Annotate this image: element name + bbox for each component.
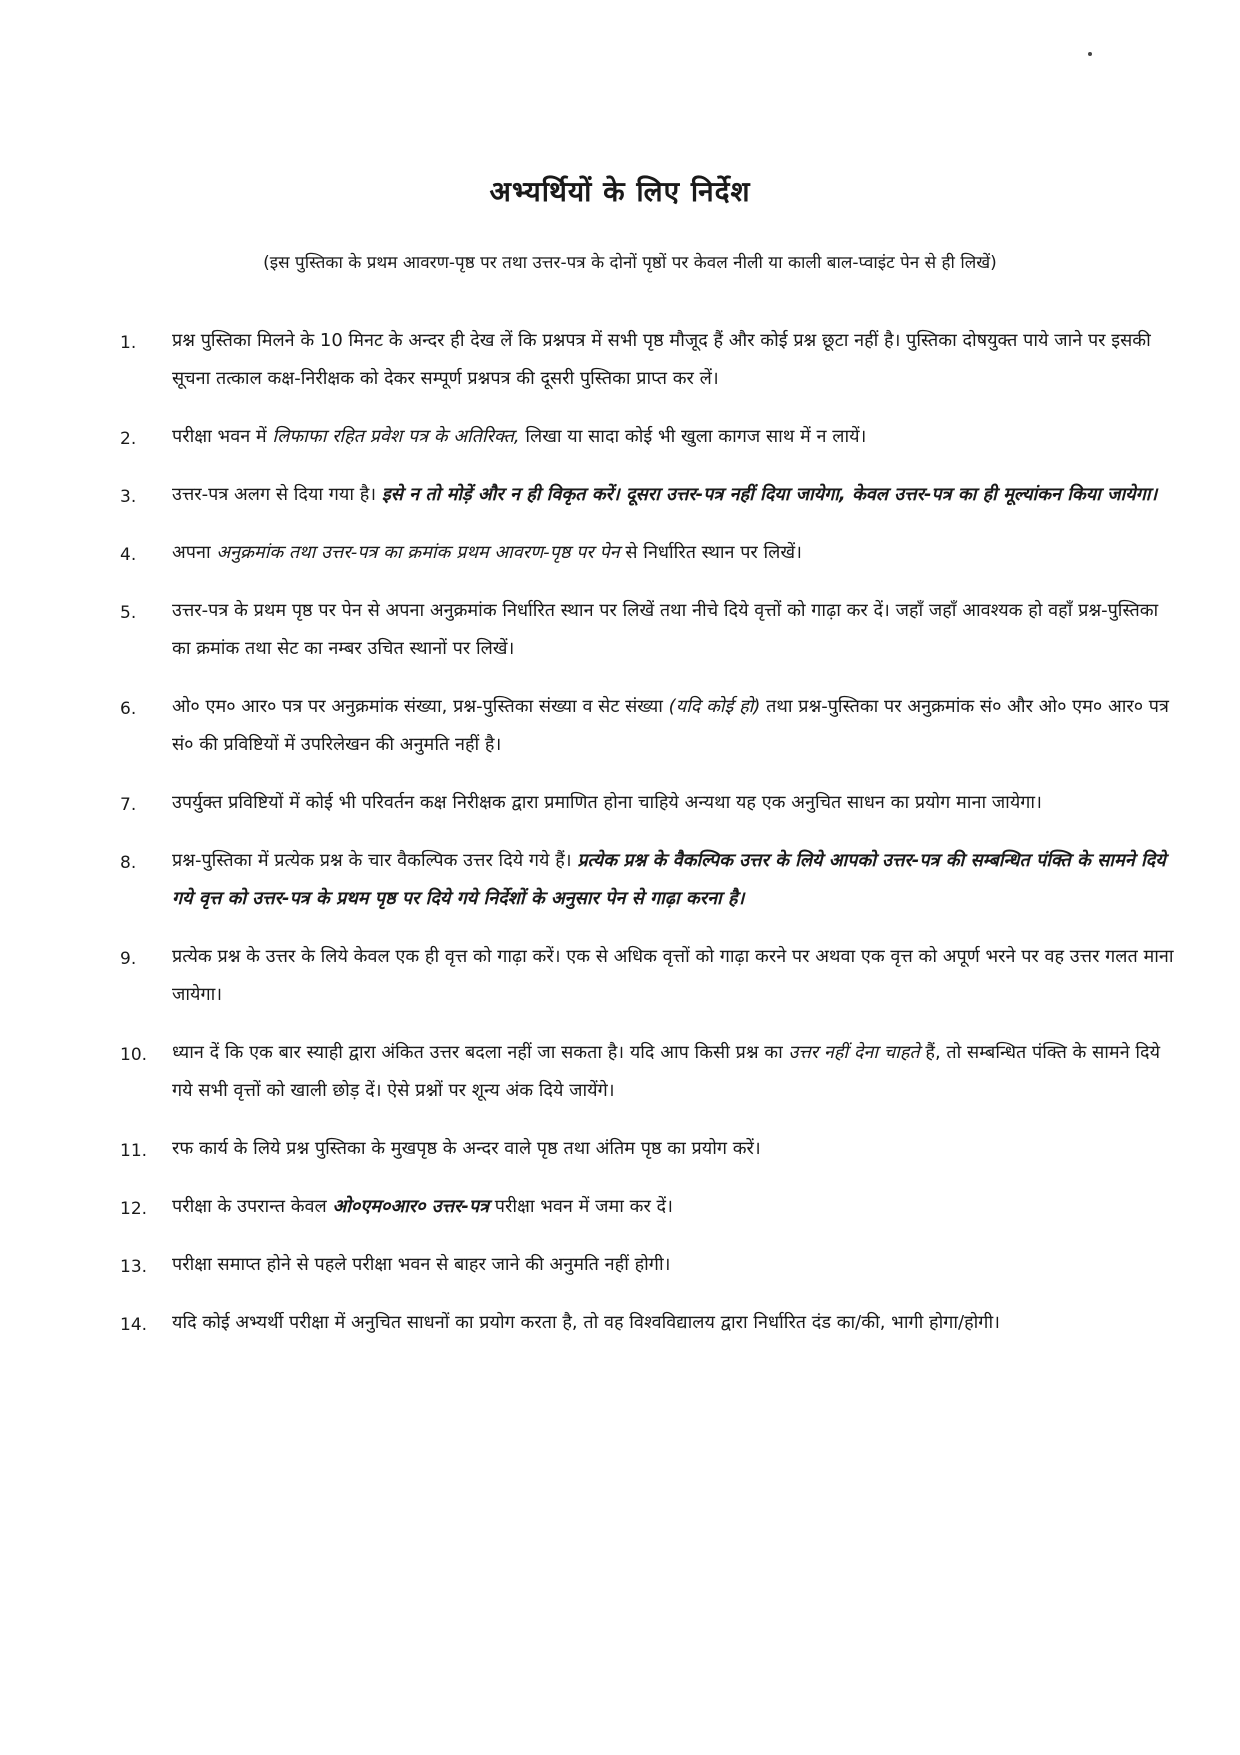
instruction-item [120,1246,1180,1284]
instruction-text [172,938,1180,1014]
instruction-text-part: अनुक्रमांक तथा उत्तर-पत्र का क्रमांक प्रथम आवरण-पृष्ठ पर पेन [216,542,620,563]
page-subtitle: (इस पुस्तिका के प्रथम आवरण-पृष्ठ पर तथा उत्तर-पत्र के दोनों पृष्ठों पर केवल नीली या काली बाल-प्वाइंट पेन से ही लिखें) [263,253,997,273]
instruction-list [120,322,1180,1362]
instruction-text-part: से निर्धारित स्थान पर लिखें। [619,542,802,563]
instruction-text-part: उत्तर-पत्र अलग से दिया गया है। [172,484,382,505]
instruction-text [172,784,1180,822]
instruction-text-part: लिफाफा रहित प्रवेश पत्र के अतिरिक्त, [272,426,520,447]
instruction-text [172,688,1180,764]
instruction-text-part: परीक्षा समाप्त होने से पहले परीक्षा भवन से बाहर जाने की अनुमति नहीं होगी। [172,1254,671,1275]
instruction-number: 7. [120,795,137,815]
instruction-text-part: उत्तर नहीं देना चाहते [788,1042,920,1063]
instruction-text-part: परीक्षा के उपरान्त केवल [172,1196,333,1217]
instruction-item [120,1304,1180,1342]
instruction-text-part: इसे न तो मोड़ें और न ही विकृत करें। दूसरा उत्तर-पत्र नहीं दिया जायेगा, केवल उत्तर-पत्र का ही मूल्यांकन किया जायेगा। [381,484,1158,505]
instruction-number: 4. [120,545,137,565]
instruction-text [172,1130,1180,1168]
page-title: अभ्यर्थियों के लिए निर्देश [489,175,751,208]
instruction-number: 5. [120,603,137,623]
instruction-text-part: प्रश्न-पुस्तिका में प्रत्येक प्रश्न के चार वैकल्पिक उत्तर दिये गये हैं। [172,850,578,871]
instruction-text [172,418,1180,456]
instruction-item [120,476,1180,514]
instruction-item [120,688,1180,764]
instruction-text [172,1034,1180,1110]
instruction-text-part: तथा प्रश्न-पुस्तिका पर अनुक्रमांक सं० और ओ० एम० आर० पत्र सं० की प्रविष्टियों में उपरिलेखन की अनुमति नहीं है। [172,696,1169,755]
instruction-number: 2. [120,429,137,449]
instruction-text [172,1188,1180,1226]
instruction-item [120,784,1180,822]
instruction-text [172,476,1180,514]
instruction-text-part: यदि कोई अभ्यर्थी परीक्षा में अनुचित साधनों का प्रयोग करता है, तो वह विश्वविद्यालय द्वारा निर्धारित दंड का/की, भागी होगा/होगी। [172,1312,1000,1333]
instruction-text-part: (यदि कोई हो) [668,696,761,717]
instruction-text-part: रफ कार्य के लिये प्रश्न पुस्तिका के मुखपृष्ठ के अन्दर वाले पृष्ठ तथा अंतिम पृष्ठ का प्रयोग करें। [172,1138,761,1159]
instruction-text-part: उपर्युक्त प्रविष्टियों में कोई भी परिवर्तन कक्ष निरीक्षक द्वारा प्रमाणित होना चाहिये अन्यथा यह एक अनुचित साधन का प्रयोग माना जायेगा। [172,792,1042,813]
instruction-number: 12. [120,1199,148,1219]
instruction-text-part: ध्यान दें कि एक बार स्याही द्वारा अंकित उत्तर बदला नहीं जा सकता है। यदि आप किसी प्रश्न का [172,1042,789,1063]
scan-speck [1088,52,1092,56]
instruction-number: 1. [120,333,137,353]
instruction-item [120,418,1180,456]
instruction-item [120,322,1180,398]
instruction-number: 6. [120,699,137,719]
instruction-item [120,842,1180,918]
instruction-text [172,534,1180,572]
instruction-text [172,842,1180,918]
instruction-number: 11. [120,1141,148,1161]
instruction-text-part: प्रत्येक प्रश्न के उत्तर के लिये केवल एक ही वृत्त को गाढ़ा करें। एक से अधिक वृत्तों को गाढ़ा करने पर अथवा एक वृत्त को अपूर्ण भरने पर वह उत्तर गलत माना जायेगा। [172,946,1174,1005]
instruction-number: 8. [120,853,137,873]
instruction-text-part: परीक्षा भवन में [172,426,273,447]
instruction-number: 9. [120,949,137,969]
instruction-item [120,534,1180,572]
instruction-item [120,1188,1180,1226]
instruction-item [120,938,1180,1014]
instruction-text-part: प्रत्येक प्रश्न के वैकल्पिक उत्तर के लिये आपको उत्तर-पत्र की सम्बन्धित पंक्ति के सामने दिये गये वृत्त को उत्तर-पत्र के प्रथम पृष्ठ पर दिये गये निर्देशों के अनुसार पेन से गाढ़ा करना है। [172,850,1166,909]
instruction-item [120,1130,1180,1168]
instruction-text-part: लिखा या सादा कोई भी खुला कागज साथ में न लायें। [519,426,867,447]
instruction-text-part: प्रश्न पुस्तिका मिलने के 10 मिनट के अन्दर ही देख लें कि प्रश्नपत्र में सभी पृष्ठ मौजूद हैं और कोई प्रश्न छूटा नहीं है। पुस्तिका दोषयुक्त पाये जाने पर इसकी सूचना तत्काल कक्ष-निरीक्षक को देकर सम्पूर्ण प्रश्नपत्र की दूसरी पुस्तिका प्राप्त कर लें। [172,330,1151,389]
instruction-text-part: परीक्षा भवन में जमा कर दें। [489,1196,673,1217]
instruction-number: 14. [120,1315,148,1335]
instruction-text [172,322,1180,398]
instruction-item [120,592,1180,668]
instruction-text [172,592,1180,668]
instruction-text-part: उत्तर-पत्र के प्रथम पृष्ठ पर पेन से अपना अनुक्रमांक निर्धारित स्थान पर लिखें तथा नीचे दिये वृत्तों को गाढ़ा कर दें। जहाँ जहाँ आवश्यक हो वहाँ प्रश्न-पुस्तिका का क्रमांक तथा सेट का नम्बर उचित स्थानों पर लिखें। [172,600,1159,659]
instruction-item [120,1034,1180,1110]
instruction-text-part: ओ०एम०आर० उत्तर-पत्र [332,1196,490,1217]
instruction-number: 13. [120,1257,148,1277]
instruction-text [172,1246,1180,1284]
instruction-number: 10. [120,1045,148,1065]
instruction-text-part: ओ० एम० आर० पत्र पर अनुक्रमांक संख्या, प्रश्न-पुस्तिका संख्या व सेट संख्या [172,696,669,717]
instruction-text-part: हैं, तो सम्बन्धित पंक्ति के सामने दिये गये सभी वृत्तों को खाली छोड़ दें। ऐसे प्रश्नों पर शून्य अंक दिये जायेंगे। [172,1042,1161,1101]
instruction-number: 3. [120,487,137,507]
instruction-text [172,1304,1180,1342]
instruction-text-part: अपना [172,542,217,563]
